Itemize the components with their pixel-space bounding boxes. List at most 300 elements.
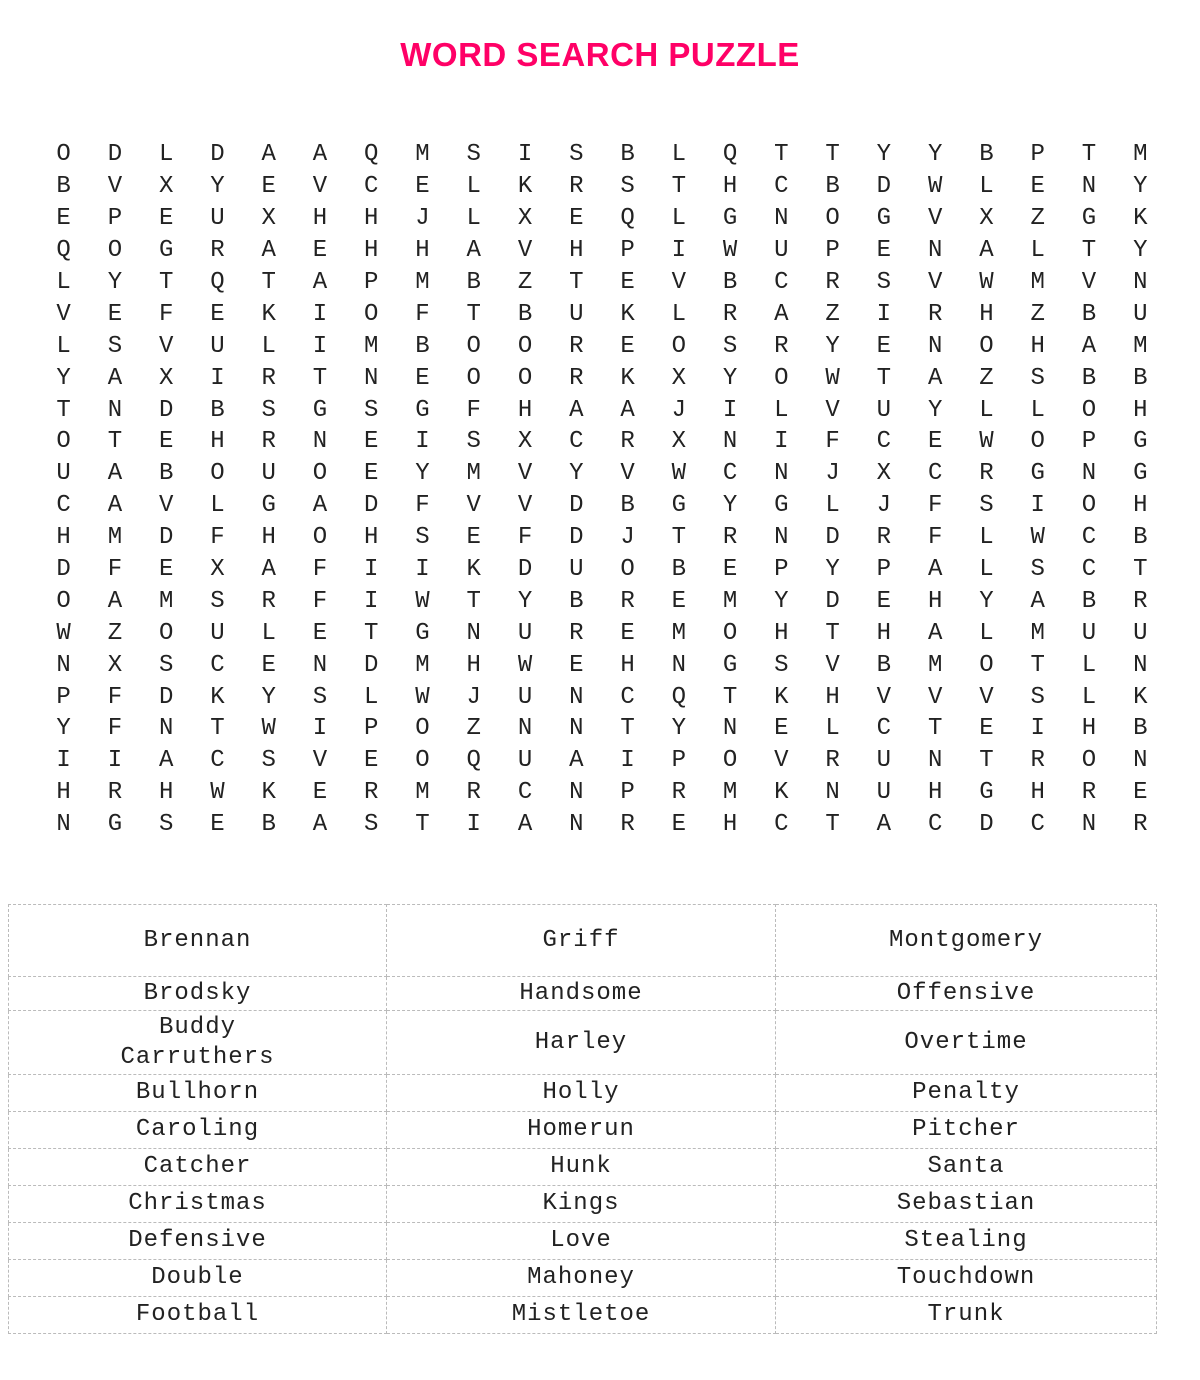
grid-letter[interactable]: E [876,332,892,360]
grid-letter[interactable]: C [927,811,943,839]
grid-letter[interactable]: R [569,619,584,647]
grid-letter[interactable]: R [107,779,123,807]
grid-letter[interactable]: E [620,619,635,647]
grid-letter[interactable]: V [927,683,943,711]
grid-letter[interactable]: B [671,556,687,584]
grid-letter[interactable]: B [1081,300,1097,328]
grid-letter[interactable]: L [671,300,687,328]
grid-letter[interactable]: W [979,428,994,456]
grid-letter[interactable]: N [671,651,687,679]
grid-letter[interactable]: P [107,205,123,233]
grid-letter[interactable]: R [210,237,225,265]
grid-letter[interactable]: E [364,460,379,488]
grid-letter[interactable]: P [1081,428,1097,456]
grid-letter[interactable]: S [364,396,379,424]
grid-letter[interactable]: E [774,715,789,743]
grid-letter[interactable]: N [1133,651,1148,679]
grid-letter[interactable]: P [825,237,840,265]
grid-letter[interactable]: O [415,715,430,743]
grid-letter[interactable]: D [825,524,840,552]
grid-letter[interactable]: A [876,811,892,839]
grid-letter[interactable]: Q [671,683,687,711]
grid-letter[interactable]: H [1030,779,1045,807]
grid-letter[interactable]: H [1133,396,1148,424]
grid-letter[interactable]: E [210,811,225,839]
grid-letter[interactable]: I [876,300,892,328]
grid-letter[interactable]: N [1133,747,1148,775]
grid-letter[interactable]: A [261,556,276,584]
grid-letter[interactable]: E [671,587,687,615]
grid-letter[interactable]: K [261,300,276,328]
grid-letter[interactable]: B [876,651,892,679]
grid-letter[interactable]: A [1030,587,1045,615]
grid-letter[interactable]: A [107,364,123,392]
grid-letter[interactable]: O [979,332,994,360]
grid-letter[interactable]: K [620,300,635,328]
grid-letter[interactable]: A [107,492,123,520]
grid-letter[interactable]: M [415,269,430,296]
grid-letter[interactable]: F [210,524,225,552]
grid-letter[interactable]: E [312,619,328,647]
grid-letter[interactable]: L [979,556,994,584]
grid-letter[interactable]: F [107,715,123,743]
grid-letter[interactable]: A [569,396,584,424]
grid-letter[interactable]: S [876,269,892,296]
grid-letter[interactable]: V [927,269,943,296]
grid-letter[interactable]: S [774,651,789,679]
grid-letter[interactable]: G [671,492,687,520]
grid-letter[interactable]: H [979,300,994,328]
grid-letter[interactable]: K [1133,205,1148,233]
grid-letter[interactable]: O [312,524,328,552]
grid-letter[interactable]: F [927,524,943,552]
grid-letter[interactable]: D [56,556,71,584]
grid-letter[interactable]: K [261,779,276,807]
grid-letter[interactable]: S [261,396,276,424]
grid-letter[interactable]: R [671,779,687,807]
grid-letter[interactable]: F [107,683,123,711]
grid-letter[interactable]: M [415,141,430,169]
grid-letter[interactable]: V [1081,269,1097,296]
grid-letter[interactable]: U [210,619,225,647]
grid-letter[interactable]: V [979,683,994,711]
grid-letter[interactable]: K [210,683,225,711]
grid-letter[interactable]: E [569,651,584,679]
grid-letter[interactable]: H [620,651,635,679]
grid-letter[interactable]: E [569,205,584,233]
grid-letter[interactable]: K [466,556,481,584]
grid-letter[interactable]: F [415,492,430,520]
grid-letter[interactable]: U [1133,300,1148,328]
grid-letter[interactable]: R [569,332,584,360]
grid-letter[interactable]: C [927,460,943,488]
grid-letter[interactable]: N [722,428,738,456]
grid-letter[interactable]: F [825,428,840,456]
grid-letter[interactable]: E [876,587,892,615]
grid-letter[interactable]: X [261,205,276,233]
grid-letter[interactable]: N [107,396,123,424]
grid-letter[interactable]: R [1133,587,1148,615]
grid-letter[interactable]: H [364,205,379,233]
grid-letter[interactable]: N [722,715,738,743]
grid-letter[interactable]: O [517,364,533,392]
grid-letter[interactable]: T [158,269,174,296]
grid-letter[interactable]: S [466,141,481,169]
grid-letter[interactable]: W [979,269,994,296]
grid-letter[interactable]: M [927,651,943,679]
grid-letter[interactable]: N [569,715,584,743]
grid-letter[interactable]: Q [210,269,225,296]
grid-letter[interactable]: W [56,619,71,647]
grid-letter[interactable]: L [56,332,71,360]
grid-letter[interactable]: O [517,332,533,360]
grid-letter[interactable]: Y [261,683,276,711]
grid-letter[interactable]: K [1133,683,1148,711]
grid-letter[interactable]: J [415,205,430,233]
grid-letter[interactable]: G [1133,460,1148,488]
grid-letter[interactable]: V [774,747,789,775]
grid-letter[interactable]: Q [56,237,71,265]
grid-letter[interactable]: X [107,651,123,679]
grid-letter[interactable]: F [312,556,328,584]
grid-letter[interactable]: P [364,269,379,296]
grid-letter[interactable]: R [261,587,276,615]
grid-letter[interactable]: O [825,205,840,233]
grid-letter[interactable]: K [517,173,533,201]
grid-letter[interactable]: D [158,683,174,711]
grid-letter[interactable]: C [876,428,892,456]
grid-letter[interactable]: O [722,619,738,647]
grid-letter[interactable]: A [1081,332,1097,360]
grid-letter[interactable]: I [671,237,687,265]
grid-letter[interactable]: E [415,364,430,392]
grid-letter[interactable]: E [158,205,174,233]
grid-letter[interactable]: N [1081,811,1097,839]
grid-letter[interactable]: C [876,715,892,743]
grid-letter[interactable]: H [825,683,840,711]
grid-letter[interactable]: P [774,556,789,584]
grid-letter[interactable]: A [107,587,123,615]
grid-letter[interactable]: H [364,524,379,552]
grid-letter[interactable]: V [825,651,840,679]
grid-letter[interactable]: W [927,173,943,201]
grid-letter[interactable]: N [569,779,584,807]
grid-letter[interactable]: M [722,779,738,807]
grid-letter[interactable]: V [312,747,328,775]
grid-letter[interactable]: K [774,683,789,711]
grid-letter[interactable]: D [569,492,584,520]
grid-letter[interactable]: O [107,237,123,265]
grid-letter[interactable]: B [620,141,635,169]
grid-letter[interactable]: W [1030,524,1045,552]
grid-letter[interactable]: X [517,205,533,233]
grid-letter[interactable]: O [979,651,994,679]
grid-letter[interactable]: S [261,747,276,775]
grid-letter[interactable]: R [1081,779,1097,807]
grid-letter[interactable]: H [1030,332,1045,360]
grid-letter[interactable]: V [671,269,687,296]
grid-letter[interactable]: R [774,332,789,360]
grid-letter[interactable]: E [466,524,481,552]
grid-letter[interactable]: U [517,747,533,775]
grid-letter[interactable]: B [415,332,430,360]
grid-letter[interactable]: N [312,651,328,679]
grid-letter[interactable]: G [1133,428,1148,456]
grid-letter[interactable]: C [1081,524,1097,552]
grid-letter[interactable]: Y [774,587,789,615]
grid-letter[interactable]: L [825,492,840,520]
grid-letter[interactable]: L [979,173,994,201]
grid-letter[interactable]: H [1081,715,1097,743]
grid-letter[interactable]: X [158,173,174,201]
grid-letter[interactable]: S [466,428,481,456]
grid-letter[interactable]: M [415,779,430,807]
grid-letter[interactable]: L [261,332,276,360]
grid-letter[interactable]: C [1081,556,1097,584]
grid-letter[interactable]: D [876,173,892,201]
grid-letter[interactable]: G [107,811,123,839]
grid-letter[interactable]: T [466,587,481,615]
grid-letter[interactable]: P [620,779,635,807]
grid-letter[interactable]: U [569,556,584,584]
grid-letter[interactable]: A [927,619,943,647]
grid-letter[interactable]: N [774,205,789,233]
grid-letter[interactable]: W [210,779,225,807]
grid-letter[interactable]: Y [825,556,840,584]
grid-letter[interactable]: O [466,332,481,360]
grid-letter[interactable]: T [364,619,379,647]
grid-letter[interactable]: L [1081,683,1097,711]
grid-letter[interactable]: T [56,396,71,424]
grid-letter[interactable]: A [927,364,943,392]
grid-letter[interactable]: N [569,811,584,839]
grid-letter[interactable]: M [158,587,174,615]
grid-letter[interactable]: Y [1133,237,1148,265]
grid-letter[interactable]: Z [107,619,123,647]
grid-letter[interactable]: I [56,747,71,775]
grid-letter[interactable]: I [415,556,430,584]
grid-letter[interactable]: R [825,747,840,775]
grid-letter[interactable]: A [158,747,174,775]
grid-letter[interactable]: H [876,619,892,647]
grid-letter[interactable]: E [1133,779,1148,807]
grid-letter[interactable]: B [1133,364,1148,392]
grid-letter[interactable]: H [722,811,738,839]
grid-letter[interactable]: U [876,779,892,807]
grid-letter[interactable]: T [825,811,840,839]
grid-letter[interactable]: T [1030,651,1045,679]
grid-letter[interactable]: S [210,587,225,615]
grid-letter[interactable]: V [517,492,533,520]
grid-letter[interactable]: H [774,619,789,647]
grid-letter[interactable]: Y [722,364,738,392]
grid-letter[interactable]: F [517,524,533,552]
grid-letter[interactable]: S [415,524,430,552]
grid-letter[interactable]: B [825,173,840,201]
grid-letter[interactable]: U [876,396,892,424]
grid-letter[interactable]: U [261,460,276,488]
grid-letter[interactable]: L [774,396,789,424]
grid-letter[interactable]: H [569,237,584,265]
grid-letter[interactable]: Q [364,141,379,169]
grid-letter[interactable]: I [364,556,379,584]
grid-letter[interactable]: I [312,332,328,360]
grid-letter[interactable]: S [158,651,174,679]
grid-letter[interactable]: S [1030,364,1045,392]
grid-letter[interactable]: R [364,779,379,807]
grid-letter[interactable]: V [312,173,328,201]
grid-letter[interactable]: C [774,811,789,839]
grid-letter[interactable]: T [722,683,738,711]
grid-letter[interactable]: I [210,364,225,392]
grid-letter[interactable]: B [210,396,225,424]
grid-letter[interactable]: W [261,715,276,743]
grid-letter[interactable]: S [107,332,123,360]
grid-letter[interactable]: O [210,460,225,488]
grid-letter[interactable]: N [927,237,943,265]
grid-letter[interactable]: T [1081,237,1097,265]
grid-letter[interactable]: Y [876,141,892,169]
grid-letter[interactable]: Z [1030,300,1045,328]
grid-letter[interactable]: Y [825,332,840,360]
grid-letter[interactable]: I [415,428,430,456]
grid-letter[interactable]: L [158,141,174,169]
grid-letter[interactable]: F [415,300,430,328]
grid-letter[interactable]: U [1133,619,1148,647]
grid-letter[interactable]: G [1081,205,1097,233]
grid-letter[interactable]: L [210,492,225,520]
grid-letter[interactable]: L [1030,237,1045,265]
grid-letter[interactable]: O [722,747,738,775]
grid-letter[interactable]: N [517,715,533,743]
grid-letter[interactable]: M [1030,269,1045,296]
grid-letter[interactable]: R [722,300,738,328]
grid-letter[interactable]: A [466,237,481,265]
grid-letter[interactable]: A [312,492,328,520]
grid-letter[interactable]: U [774,237,789,265]
grid-letter[interactable]: R [261,364,276,392]
grid-letter[interactable]: F [466,396,481,424]
grid-letter[interactable]: L [671,205,687,233]
grid-letter[interactable]: E [107,300,123,328]
grid-letter[interactable]: B [517,300,533,328]
grid-letter[interactable]: W [671,460,687,488]
grid-letter[interactable]: E [620,269,635,296]
grid-letter[interactable]: H [312,205,328,233]
grid-letter[interactable]: O [466,364,481,392]
grid-letter[interactable]: T [107,428,123,456]
grid-letter[interactable]: S [312,683,328,711]
grid-letter[interactable]: O [671,332,687,360]
grid-letter[interactable]: E [364,428,379,456]
grid-letter[interactable]: M [364,332,379,360]
grid-letter[interactable]: T [466,300,481,328]
grid-letter[interactable]: I [517,141,533,169]
grid-letter[interactable]: H [415,237,430,265]
grid-letter[interactable]: R [1133,811,1148,839]
grid-letter[interactable]: L [671,141,687,169]
grid-letter[interactable]: H [364,237,379,265]
grid-letter[interactable]: P [876,556,892,584]
grid-letter[interactable]: Z [517,269,533,296]
grid-letter[interactable]: V [620,460,635,488]
grid-letter[interactable]: B [979,141,994,169]
grid-letter[interactable]: I [620,747,635,775]
grid-letter[interactable]: B [466,269,481,296]
grid-letter[interactable]: E [927,428,943,456]
grid-letter[interactable]: B [1133,715,1148,743]
grid-letter[interactable]: Q [722,141,738,169]
grid-letter[interactable]: C [56,492,71,520]
grid-letter[interactable]: T [876,364,892,392]
grid-letter[interactable]: T [927,715,943,743]
grid-letter[interactable]: M [722,587,738,615]
grid-letter[interactable]: S [1030,683,1045,711]
grid-letter[interactable]: X [671,364,687,392]
grid-letter[interactable]: J [876,492,892,520]
grid-letter[interactable]: Y [56,715,71,743]
grid-letter[interactable]: W [825,364,840,392]
grid-letter[interactable]: Y [415,460,430,488]
grid-letter[interactable]: D [517,556,533,584]
grid-letter[interactable]: I [364,587,379,615]
grid-letter[interactable]: B [158,460,174,488]
grid-letter[interactable]: D [158,524,174,552]
grid-letter[interactable]: X [517,428,533,456]
grid-letter[interactable]: M [1030,619,1045,647]
grid-letter[interactable]: T [210,715,225,743]
grid-letter[interactable]: O [158,619,174,647]
grid-letter[interactable]: U [1081,619,1097,647]
grid-letter[interactable]: Y [210,173,225,201]
grid-letter[interactable]: H [56,524,71,552]
grid-letter[interactable]: I [107,747,123,775]
grid-letter[interactable]: R [620,587,635,615]
grid-letter[interactable]: D [364,651,379,679]
grid-letter[interactable]: E [158,556,174,584]
grid-letter[interactable]: A [107,460,123,488]
grid-letter[interactable]: V [158,492,174,520]
grid-letter[interactable]: I [722,396,738,424]
grid-letter[interactable]: T [671,173,687,201]
grid-letter[interactable]: W [722,237,738,265]
grid-letter[interactable]: C [569,428,584,456]
grid-letter[interactable]: F [107,556,123,584]
grid-letter[interactable]: S [722,332,738,360]
grid-letter[interactable]: B [722,269,738,296]
grid-letter[interactable]: B [56,173,71,201]
grid-letter[interactable]: X [210,556,225,584]
grid-letter[interactable]: S [364,811,379,839]
grid-letter[interactable]: L [1030,396,1045,424]
grid-letter[interactable]: W [415,587,430,615]
grid-letter[interactable]: D [107,141,123,169]
grid-letter[interactable]: L [979,524,994,552]
grid-letter[interactable]: E [979,715,994,743]
grid-letter[interactable]: N [1081,460,1097,488]
grid-letter[interactable]: M [1133,141,1148,169]
grid-letter[interactable]: B [569,587,584,615]
grid-letter[interactable]: M [107,524,123,552]
grid-letter[interactable]: D [825,587,840,615]
grid-letter[interactable]: V [517,460,533,488]
grid-letter[interactable]: L [979,396,994,424]
grid-letter[interactable]: T [620,715,635,743]
grid-letter[interactable]: T [979,747,994,775]
grid-letter[interactable]: U [517,683,533,711]
grid-letter[interactable]: Z [466,715,481,743]
grid-letter[interactable]: C [722,460,738,488]
